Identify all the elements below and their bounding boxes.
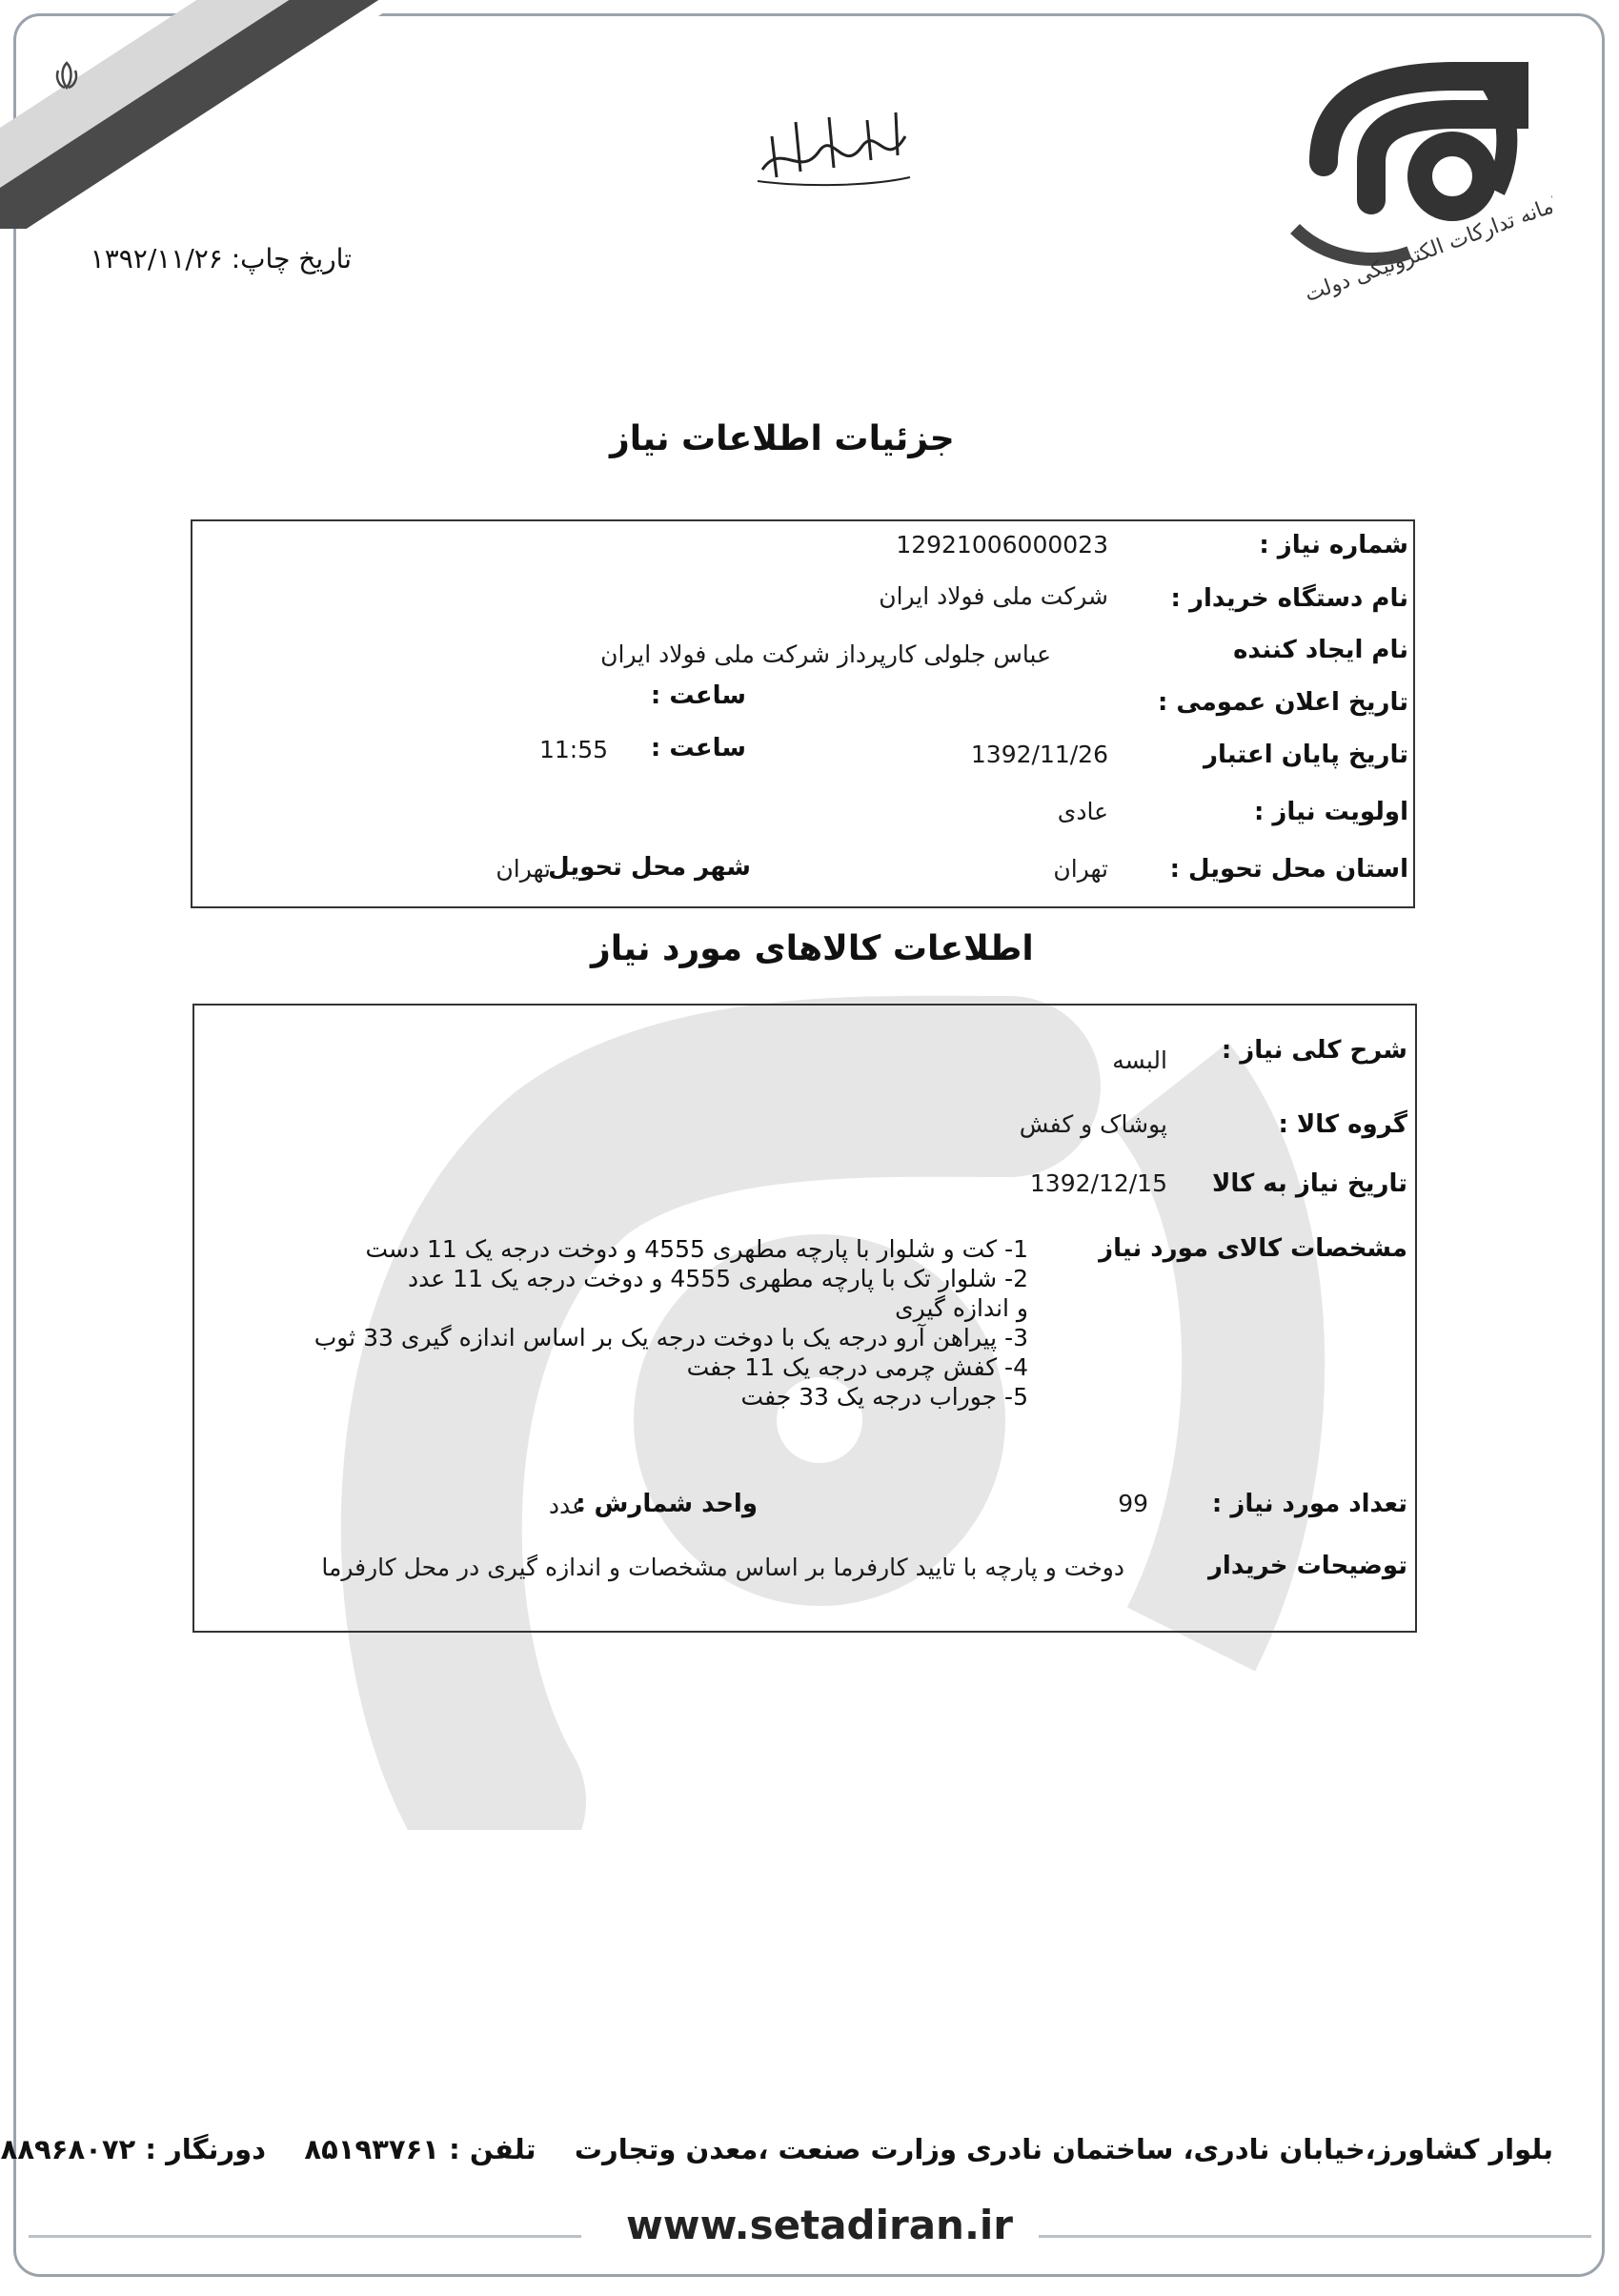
need-details-box <box>191 519 1415 908</box>
buyer-notes: دوخت و پارچه با تایید کارفرما بر اساس مشخصات و اندازه گیری در محل کارفرما <box>321 1554 1124 1581</box>
summary-label: شرح کلی نیاز : <box>1221 1036 1407 1065</box>
city: تهران <box>496 855 551 883</box>
print-date <box>91 243 352 274</box>
flag-band <box>0 0 400 229</box>
unit-label: واحد شمارش : <box>576 1490 758 1518</box>
spec-item: و اندازه گیری <box>895 1294 1028 1322</box>
footer-phone-label: تلفن : <box>449 2133 536 2165</box>
footer-contact <box>0 2133 1553 2165</box>
group: پوشاک و کفش <box>1019 1110 1167 1138</box>
print-date-label: تاریخ چاپ: <box>231 243 352 274</box>
basmala-calligraphy <box>753 103 915 189</box>
footer-address: بلوار کشاورز،خیابان نادری، ساختمان نادری وزارت صنعت ،معدن وتجارت <box>574 2133 1553 2165</box>
website-link[interactable]: www.setadiran.ir <box>625 2202 1014 2248</box>
announce-date-label: تاریخ اعلان عمومی : <box>1157 688 1408 717</box>
announce-time-label: ساعت : <box>650 681 746 710</box>
group-label: گروه کالا : <box>1278 1110 1407 1139</box>
footer-fax-label: دورنگار : <box>145 2133 267 2165</box>
buyer-org: شرکت ملی فولاد ایران <box>879 582 1108 610</box>
unit: عدد <box>548 1492 586 1519</box>
spec-item: 5- جوراب درجه یک 33 جفت <box>740 1383 1028 1411</box>
print-date-value: ۱۳۹۲/۱۱/۲۶ <box>90 243 223 274</box>
city-label: شهر محل تحویل <box>548 853 751 882</box>
spec-item: 2- شلوار تک با پارچه مطهری 4555 و دوخت درجه یک 11 عدد <box>408 1265 1028 1292</box>
expiry-date: 1392/11/26 <box>970 741 1108 768</box>
need-date: 1392/12/15 <box>1029 1169 1167 1197</box>
setad-logo <box>1266 38 1552 343</box>
summary: البسه <box>1112 1046 1167 1074</box>
footer-phone: ۸۵۱۹۳۷۶۱ <box>304 2133 440 2165</box>
expiry-time-label: ساعت : <box>650 734 746 762</box>
creator-label: نام ایجاد کننده <box>1233 636 1408 664</box>
spec-item: 3- پیراهن آرو درجه یک با دوخت درجه یک بر اساس اندازه گیری 33 ثوب <box>314 1324 1028 1351</box>
expiry-time: 11:55 <box>538 736 608 763</box>
logo-subtitle: سامانه تدارکات الکترونیکی دولت <box>1301 186 1552 308</box>
province-label: استان محل تحویل : <box>1169 855 1408 884</box>
specs-label: مشخصات کالای مورد نیاز <box>1099 1234 1407 1263</box>
buyer-org-label: نام دستگاه خریدار : <box>1170 584 1408 613</box>
spec-item: 1- کت و شلوار با پارچه مطهری 4555 و دوخت درجه یک 11 دست <box>365 1235 1028 1263</box>
province: تهران <box>1053 855 1108 883</box>
priority: عادی <box>1057 798 1108 825</box>
iran-emblem-icon <box>48 57 86 95</box>
need-date-label: تاریخ نیاز به کالا <box>1211 1169 1407 1198</box>
buyer-notes-label: توضیحات خریدار <box>1207 1552 1407 1580</box>
quantity: 99 <box>1118 1490 1148 1517</box>
need-details-title: جزئیات اطلاعات نیاز <box>610 419 955 458</box>
need-number: 12921006000023 <box>896 531 1108 559</box>
footer-fax: ۸۸۹۶۸۰۷۲ <box>0 2133 136 2165</box>
goods-title: اطلاعات کالاهای مورد نیاز <box>591 929 1034 968</box>
footer-divider-left <box>29 2235 581 2238</box>
quantity-label: تعداد مورد نیاز : <box>1211 1490 1407 1518</box>
expiry-date-label: تاریخ پایان اعتبار <box>1204 741 1408 769</box>
specs-list <box>314 1234 1028 1412</box>
creator: عباس جلولی کارپرداز شرکت ملی فولاد ایران <box>600 640 1051 668</box>
priority-label: اولویت نیاز : <box>1253 798 1408 826</box>
spec-item: 4- کفش چرمی درجه یک 11 جفت <box>686 1353 1028 1381</box>
need-number-label: شماره نیاز : <box>1259 531 1408 559</box>
footer-divider-right <box>1039 2235 1591 2238</box>
